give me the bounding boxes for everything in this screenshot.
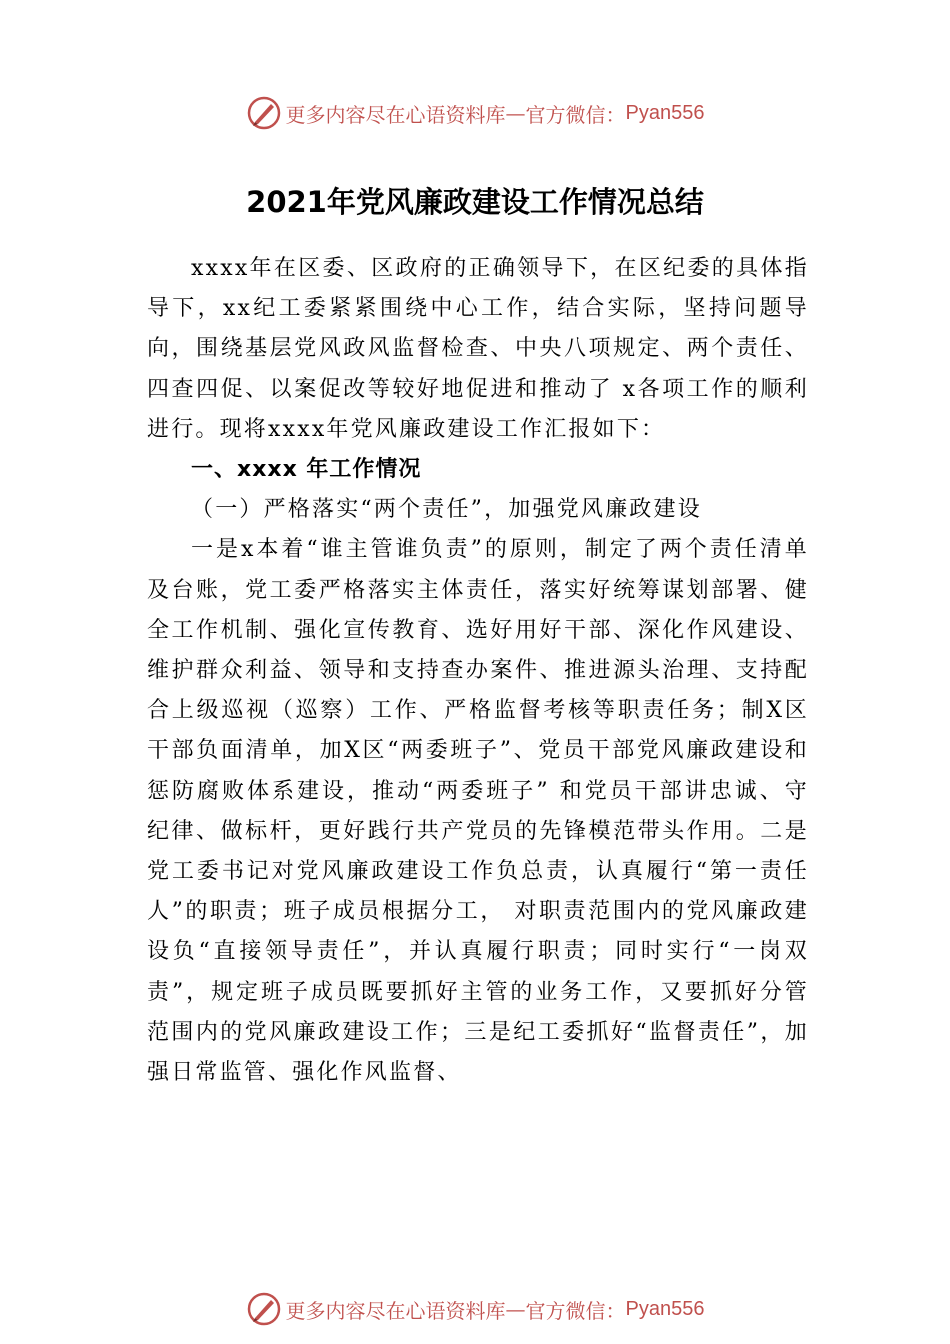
banner-separator: — bbox=[505, 1297, 526, 1321]
header-watermark-banner bbox=[0, 93, 950, 133]
pen-logo-icon bbox=[246, 1291, 282, 1327]
banner-brand-text: 更多内容尽在心语资料库 bbox=[285, 1298, 506, 1323]
document-body bbox=[147, 249, 809, 1093]
section-heading: 一、xxxx 年工作情况 bbox=[191, 457, 422, 483]
pen-logo-icon bbox=[246, 95, 282, 131]
subsection-heading: （一）严格落实“两个责任”，加强党风廉政建设 bbox=[191, 497, 702, 523]
paragraph-intro: xxxx年在区委、区政府的正确领导下，在区纪委的具体指导下，xx纪工委紧紧围绕中心工作，结合实际，坚持问题导向，围绕基层党风政风监督检查、中央八项规定、两个责任、四查四促、以案促改等较好地促进和推动了 x各项工作的顺利进行。现将xxxx年党风廉政建设工作汇报如下： bbox=[147, 256, 809, 442]
banner-wechat-id: Pyan556 bbox=[625, 1297, 705, 1320]
banner-separator: — bbox=[505, 101, 526, 125]
footer-watermark-banner bbox=[0, 1289, 950, 1329]
banner-wechat-label: 官方微信： bbox=[525, 1298, 626, 1323]
banner-brand-text: 更多内容尽在心语资料库 bbox=[285, 102, 506, 127]
paragraph-responsibilities: 一是x本着“谁主管谁负责”的原则，制定了两个责任清单及台账，党工委严格落实主体责任，落实好统筹谋划部署、健全工作机制、强化宣传教育、选好用好干部、深化作风建设、维护群众利益、领导和支持查办案件、推进源头治理、支持配合上级巡视（巡察）工作、严格监督考核等职责任务；制X区干部负面清单，加X区“两委班子”、党员干部党风廉政建设和惩防腐败体系建设，推动“两委班子” 和党员干部讲忠诚、守纪律、做标杆，更好践行共产党员的先锋模范带头作用。二是党工委书记对党风廉政建设工作负总责，认真履行“第一责任人”的职责；班子成员根据分工， 对职责范围内的党风廉政建设负“直接领导责任”，并认真履行职责；同时实行“一岗双责”，规定班子成员既要抓好主管的业务工作，又要抓好分管范围内的党风廉政建设工作；三是纪工委抓好“监督责任”，加强日常监管、强化作风监督、 bbox=[147, 537, 809, 1086]
document-title: 2021年党风廉政建设工作情况总结 bbox=[246, 185, 704, 219]
banner-wechat-id: Pyan556 bbox=[625, 101, 705, 124]
banner-wechat-label: 官方微信： bbox=[525, 102, 626, 127]
